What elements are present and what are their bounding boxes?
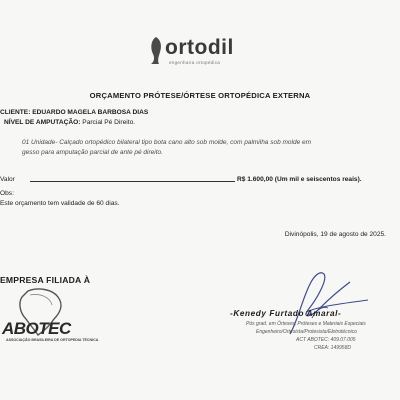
logo-tagline: engenharia ortopédica (169, 60, 221, 65)
signer-credential-2: Engenheiro/Ortesista/Protesista/Eletrotécnico (256, 329, 357, 335)
obs-label: Obs: (0, 190, 14, 197)
description-line-2: gesso para amputação parcial de ante pé direito. (22, 149, 163, 156)
item-description (22, 138, 394, 158)
valor-label: Valor (0, 176, 15, 183)
client-row (0, 109, 148, 116)
client-label: CLIENTE: (0, 109, 31, 116)
obs-text: Este orçamento tem validade de 60 dias. (0, 200, 120, 207)
signer-name: -Kenedy Furtado Amaral- (230, 309, 342, 318)
description-line-1: 01 Unidade- Calçado ortopédico bilateral tipo bota cano alto sob molde, com palmilha sob molde em (22, 139, 312, 146)
signer-credential-1: Pós grad. em Órteses, Próteses e Materiais Especiais (246, 321, 366, 327)
abotec-logo-text: ABOTEC (2, 319, 71, 338)
client-value: EDUARDO MAGELA BARBOSA DIAS (32, 109, 149, 116)
logo-wordmark: ortodil (165, 36, 234, 59)
signer-credential-3: ACT ABOTEC: 409.07.005 (296, 337, 356, 343)
amputation-label: NÍVEL DE AMPUTAÇÃO: (4, 119, 81, 126)
ortodil-logo (147, 32, 263, 70)
handwritten-signature (250, 260, 390, 340)
amputation-row (4, 119, 135, 126)
signer-credential-4: CREA: 149958D (314, 345, 351, 351)
abotec-subtitle: ASSOCIAÇÃO BRASILEIRA DE ORTOPEDIA TÉCNICA (6, 338, 99, 342)
leg-icon (147, 36, 167, 66)
document-title: ORÇAMENTO PRÓTESE/ÓRTESE ORTOPÉDICA EXTERNA (89, 91, 311, 100)
city-date: Divinópolis, 19 de agosto de 2025. (284, 231, 386, 238)
valor-underline (30, 181, 235, 182)
valor-amount: R$ 1.600,00 (Um mil e seiscentos reais). (237, 176, 362, 183)
affiliation-label: EMPRESA FILIADA À (0, 275, 91, 285)
amputation-value: Parcial Pé Direito. (82, 119, 136, 126)
